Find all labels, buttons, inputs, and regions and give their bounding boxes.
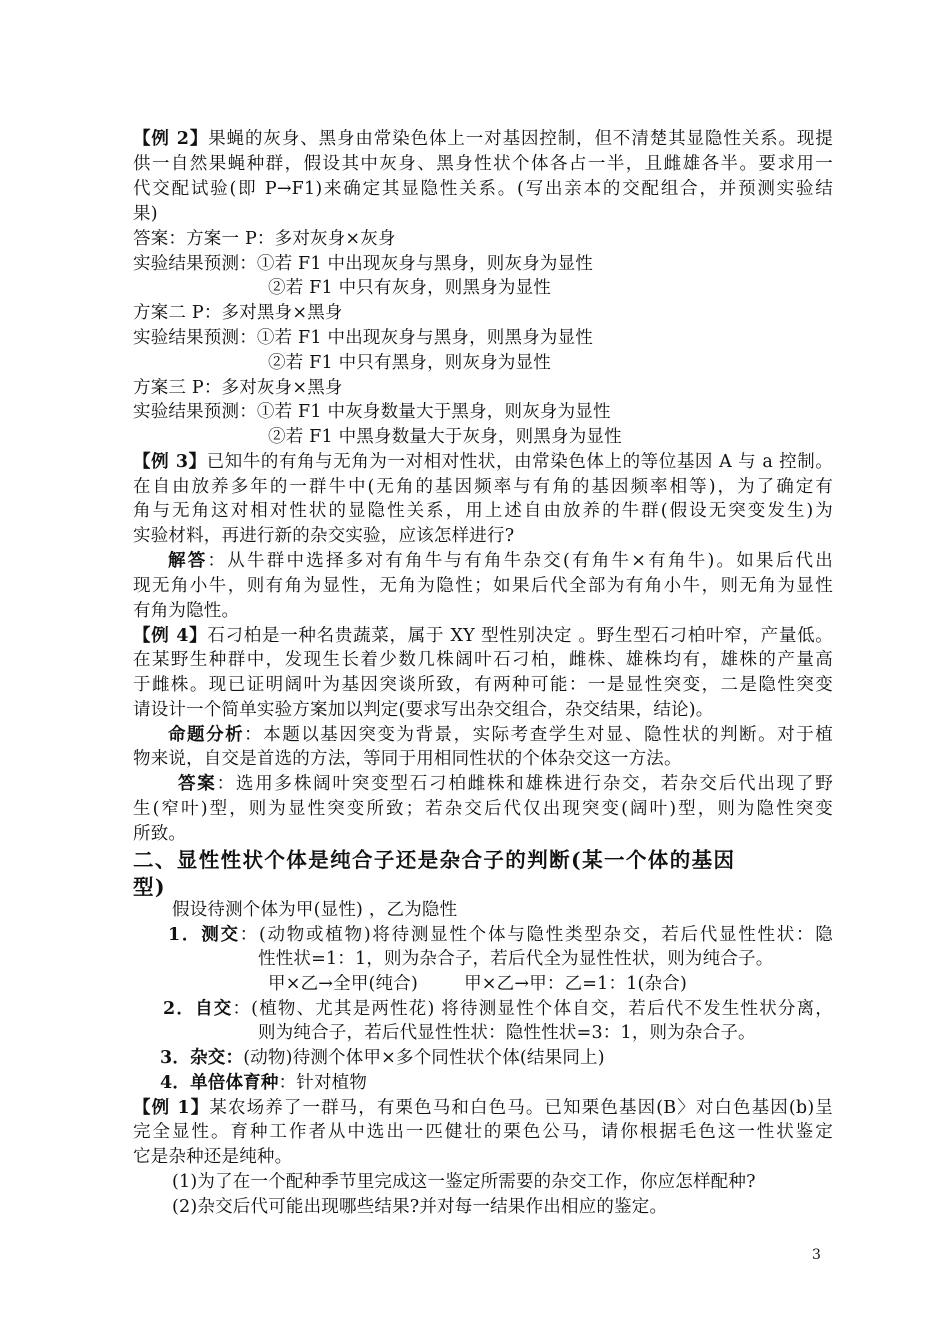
method-3-line: 3．杂交：(动物)待测个体甲×多个同性状个体(结果同上) (160, 1048, 605, 1068)
ex1-line-3: 它是杂种还是纯种。 (133, 1147, 293, 1167)
ex2-line-3: 代交配试验(即 P→F1)来确定其显隐性关系。(写出亲本的交配组合，并预测实验结 (133, 179, 833, 199)
ex1-question-1: (1)为了在一个配种季节里完成这一鉴定所需要的杂交工作，你应怎样配种? (172, 1172, 756, 1192)
ex4-tag: 【例 4】 (133, 626, 208, 646)
ex2-result-2a: 实验结果预测：①若 F1 中出现灰身与黑身，则黑身为显性 (133, 328, 593, 348)
ex4-analysis-2: 物来说，自交是首选的方法，等同于用相同性状的个体杂交这一方法。 (133, 749, 682, 769)
ex4-answer-3: 所致。 (133, 824, 187, 844)
ex2-result-3b: ②若 F1 中黑身数量大于灰身，则黑身为显性 (268, 427, 622, 447)
ex2-result-1a: 实验结果预测：①若 F1 中出现灰身与黑身，则灰身为显性 (133, 254, 593, 274)
ex2-result-2b: ②若 F1 中只有黑身，则灰身为显性 (268, 353, 552, 373)
ex3-line-2: 在自由放养多年的一群牛中(无角的基因频率与有角的基因频率相等)，为了确定有 (133, 477, 833, 497)
method-1-line-2: 性性状=1：1，则为杂合子，若后代全为显性性状，则为纯合子。 (258, 949, 774, 969)
method-3-label: 3．杂交： (160, 1048, 244, 1068)
ex3-line-3: 角与无角这对相对性状的显隐性关系，用上述自由放养的牛群(假设无突变发生)为 (133, 501, 833, 521)
ex4-answer-label: 答案 (178, 774, 217, 794)
ex2-answer-plan-1: 答案：方案一 P：多对灰身×灰身 (133, 229, 396, 249)
method-2-line-2: 则为纯合子，若后代显性性状：隐性性状=3：1，则为杂合子。 (258, 1023, 756, 1043)
ex1-question-2: (2)杂交后代可能出现哪些结果?并对每一结果作出相应的鉴定。 (172, 1197, 668, 1217)
ex3-tag: 【例 3】 (133, 452, 207, 472)
ex2-plan-3: 方案三 P：多对灰身×黑身 (133, 378, 343, 398)
ex2-result-3a: 实验结果预测：①若 F1 中灰身数量大于黑身，则灰身为显性 (133, 402, 611, 422)
ex2-line-4: 果) (133, 204, 158, 224)
method-2-label: 2．自交 (163, 999, 233, 1019)
ex4-line-1: 【例 4】石刁柏是一种名贵蔬菜，属于 XY 型性别决定 。野生型石刁柏叶窄，产量低。 (133, 626, 833, 646)
section-2-assumption: 假设待测个体为甲(显性) ，乙为隐性 (172, 900, 458, 920)
ex2-line-2: 供一自然果蝇种群，假设其中灰身、黑身性状个体各占一半，且雌雄各半。要求用一 (133, 154, 833, 174)
ex2-line-1: 【例 2】果蝇的灰身、黑身由常染色体上一对基因控制，但不清楚其显隐性关系。现提 (133, 129, 833, 149)
method-2-line-1: 2．自交：(植物、尤其是两性花) 将待测显性个体自交，若后代不发生性状分离， (163, 999, 833, 1019)
section-2-title-line-2: 型) (133, 875, 166, 899)
ex4-analysis-label: 命题分析 (168, 725, 245, 745)
ex3-solution-3: 有角为隐性。 (133, 601, 240, 621)
ex3-solution-label: 解答 (168, 551, 208, 571)
ex4-line-3: 于雌株。现已证明阔叶为基因突谈所致，有两种可能：一是显性突变，二是隐性突变 (133, 675, 833, 695)
method-4-label: 4．单倍体育种 (160, 1073, 279, 1093)
ex3-line-4: 实验材料，再进行新的杂交实验，应该怎样进行? (133, 526, 515, 546)
ex4-answer-1: 答案：选用多株阔叶突变型石刁柏雌株和雄株进行杂交，若杂交后代出现了野 (178, 774, 833, 794)
method-4-line: 4．单倍体育种：针对植物 (160, 1073, 368, 1093)
ex1-line-2: 完全显性。育种工作者从中选出一匹健壮的栗色公马，请你根据毛色这一性状鉴定 (133, 1122, 833, 1142)
ex4-analysis-1: 命题分析：本题以基因突变为背景，实际考查学生对显、隐性状的判断。对于植 (168, 725, 833, 745)
section-2-title-line-1: 二、显性性状个体是纯合子还是杂合子的判断(某一个体的基因 (133, 848, 736, 872)
method-1-formula: 甲×乙→全甲(纯合) 甲×乙→甲：乙=1：1(杂合) (268, 974, 687, 994)
ex3-line-1: 【例 3】已知牛的有角与无角为一对相对性状，由常染色体上的等位基因 A 与 a 控制。 (133, 452, 833, 472)
method-1-line-1: 1．测交：(动物或植物)将待测显性个体与隐性类型杂交，若后代显性性状：隐 (168, 925, 833, 945)
ex2-plan-2: 方案二 P：多对黑身×黑身 (133, 303, 343, 323)
ex2-result-1b: ②若 F1 中只有灰身，则黑身为显性 (268, 278, 552, 298)
ex4-line-4: 请设计一个简单实验方案加以判定(要求写出杂交组合，杂交结果，结论)。 (133, 700, 714, 720)
ex4-line-2: 在某野生种群中，发现生长着少数几株阔叶石刁柏，雌株、雄株均有，雄株的产量高 (133, 650, 833, 670)
ex1-tag: 【例 1】 (133, 1098, 210, 1118)
ex2-tag: 【例 2】 (133, 129, 209, 149)
ex3-solution-1: 解答：从牛群中选择多对有角牛与有角牛杂交(有角牛×有角牛)。如果后代出 (168, 551, 833, 571)
method-1-label: 1．测交 (168, 925, 240, 945)
page-number: 3 (812, 1247, 821, 1263)
ex4-answer-2: 生(窄叶)型，则为显性突变所致；若杂交后代仅出现突变(阔叶)型，则为隐性突变 (133, 799, 833, 819)
ex3-solution-2: 现无角小牛，则有角为显性，无角为隐性；如果后代全部为有角小牛，则无角为显性 (133, 576, 833, 596)
ex1-line-1: 【例 1】某农场养了一群马，有栗色马和白色马。已知栗色基因(B〉对白色基因(b)呈 (133, 1098, 833, 1118)
